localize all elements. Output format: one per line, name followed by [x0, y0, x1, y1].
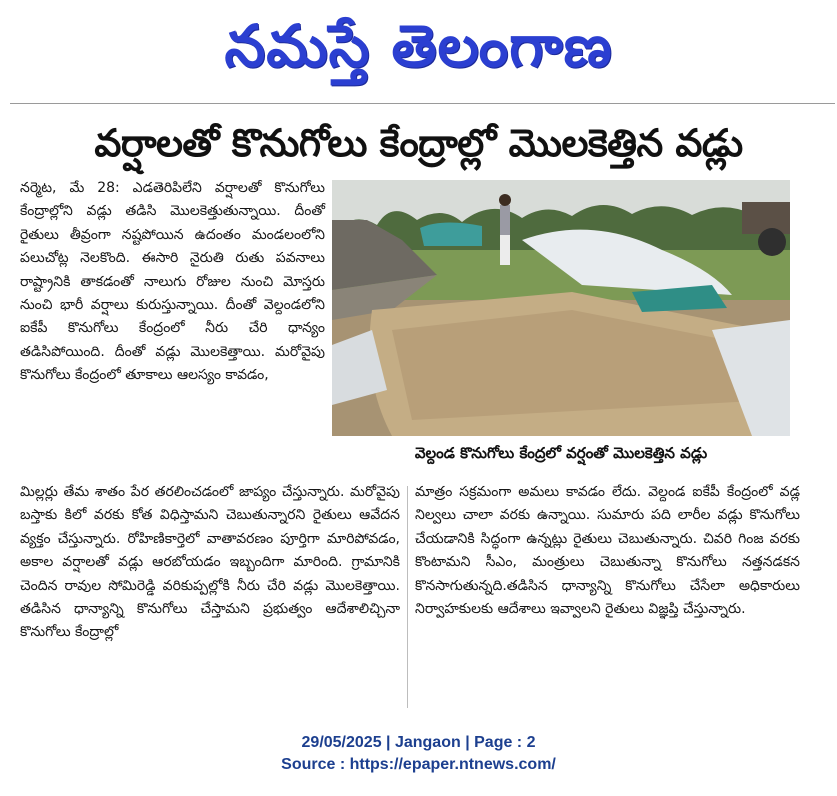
- edition-line: 29/05/2025 | Jangaon | Page : 2: [301, 734, 536, 751]
- article-headline: వర్షాలతో కొనుగోలు కేంద్రాల్లో మొలకెత్తిన వడ్లు: [94, 121, 743, 165]
- photo-caption: వెల్దండ కొనుగోలు కేంద్రలో వర్షంతో మొలకెత్తిన వడ్లు: [414, 444, 708, 462]
- article-body-left: మిల్లర్లు తేమ శాతం పేర తరలించడంలో జాప్యం చేస్తున్నారు. మరోవైపు బస్తాకు కిలో వరకు కోత విధిస్తామని చెబుతున్నారని రైతులు ఆవేదన వ్యక్తం చేస్తున్నారు. రోహిణికార్తెలో వాతావరణం పూర్తిగా మారిపోవడం, అకాల వర్షాలతో వడ్లు ఆరబోయడం ఇబ్బందిగా మారింది. గ్రామానికి చెందిన రావుల సోమిరెడ్డి వరికుప్పల్లోకి నీరు చేరి వడ్లు మొలకెత్తాయి. తడిసిన ధాన్యాన్ని కొనుగోలు చేస్తామని ప్రభుత్వం ఆదేశాలిచ్చినా కొనుగోలు కేంద్రాల్లో: [20, 484, 400, 641]
- page-footer: [0, 732, 837, 776]
- source-line[interactable]: Source : https://epaper.ntnews.com/: [281, 756, 556, 773]
- masthead-divider: [10, 103, 835, 104]
- newspaper-logo: నమస్తే తెలంగాణ: [224, 12, 613, 80]
- masthead: [0, 0, 837, 100]
- article-body-top: నర్మెట, మే 28: ఎడతెరిపిలేని వర్షాలతో కొనుగోలు కేంద్రాల్లోని వడ్లు తడిసి మొలకెత్తుతున్నాయి. దీంతో రైతులు తీవ్రంగా నష్టపోయిన ఉదంతం మండలంలోని పలుచోట్ల నెలకొంది. ఈసారి నైరుతి రుతు పవనాలు రాష్ట్రానికి తాకడంతో నాలుగు రోజుల నుంచి మోస్తరు నుంచి భారీ వర్షాలు కురుస్తున్నాయి. దీంతో వెల్దండలోని ఐకేపీ కొనుగోలు కేంద్రంలో నీరు చేరి ధాన్యం తడిసిపోయింది. దీంతో వడ్లు మొలకెత్తాయి. మరోవైపు కొనుగోలు కేంద్రంలో తూకాలు ఆలస్యం కావడం,: [20, 180, 325, 384]
- article-body-right: మాత్రం సక్రమంగా అమలు కావడం లేదు. వెల్దండ ఐకేపీ కేంద్రంలో వడ్ల నిల్వలు చాలా వరకు ఉన్నాయి. సుమారు పది లారీల వడ్లు కొనుగోలు చేయడానికి సిద్ధంగా ఉన్నట్లు రైతులు చెబుతున్నారు. చివరి గింజ వరకు కొంటామని సీఎం, మంత్రులు చెబుతున్నా కొనుగోలు నత్తనడకన కొనసాగుతున్నది.తడిసిన ధాన్యాన్ని కొనుగోలు చేసేలా అధికారులు నిర్వాహకులకు ఆదేశాలు ఇవ్వాలని రైతులు విజ్ఞప్తి చేస్తున్నారు.: [415, 484, 800, 618]
- article-photo: [332, 180, 790, 436]
- article-column-bottom-right: [415, 481, 800, 621]
- paddy-drying-photo: [332, 180, 790, 436]
- column-divider: [407, 486, 408, 708]
- article-column-top-left: [20, 177, 325, 388]
- article-column-bottom-left: [20, 481, 400, 645]
